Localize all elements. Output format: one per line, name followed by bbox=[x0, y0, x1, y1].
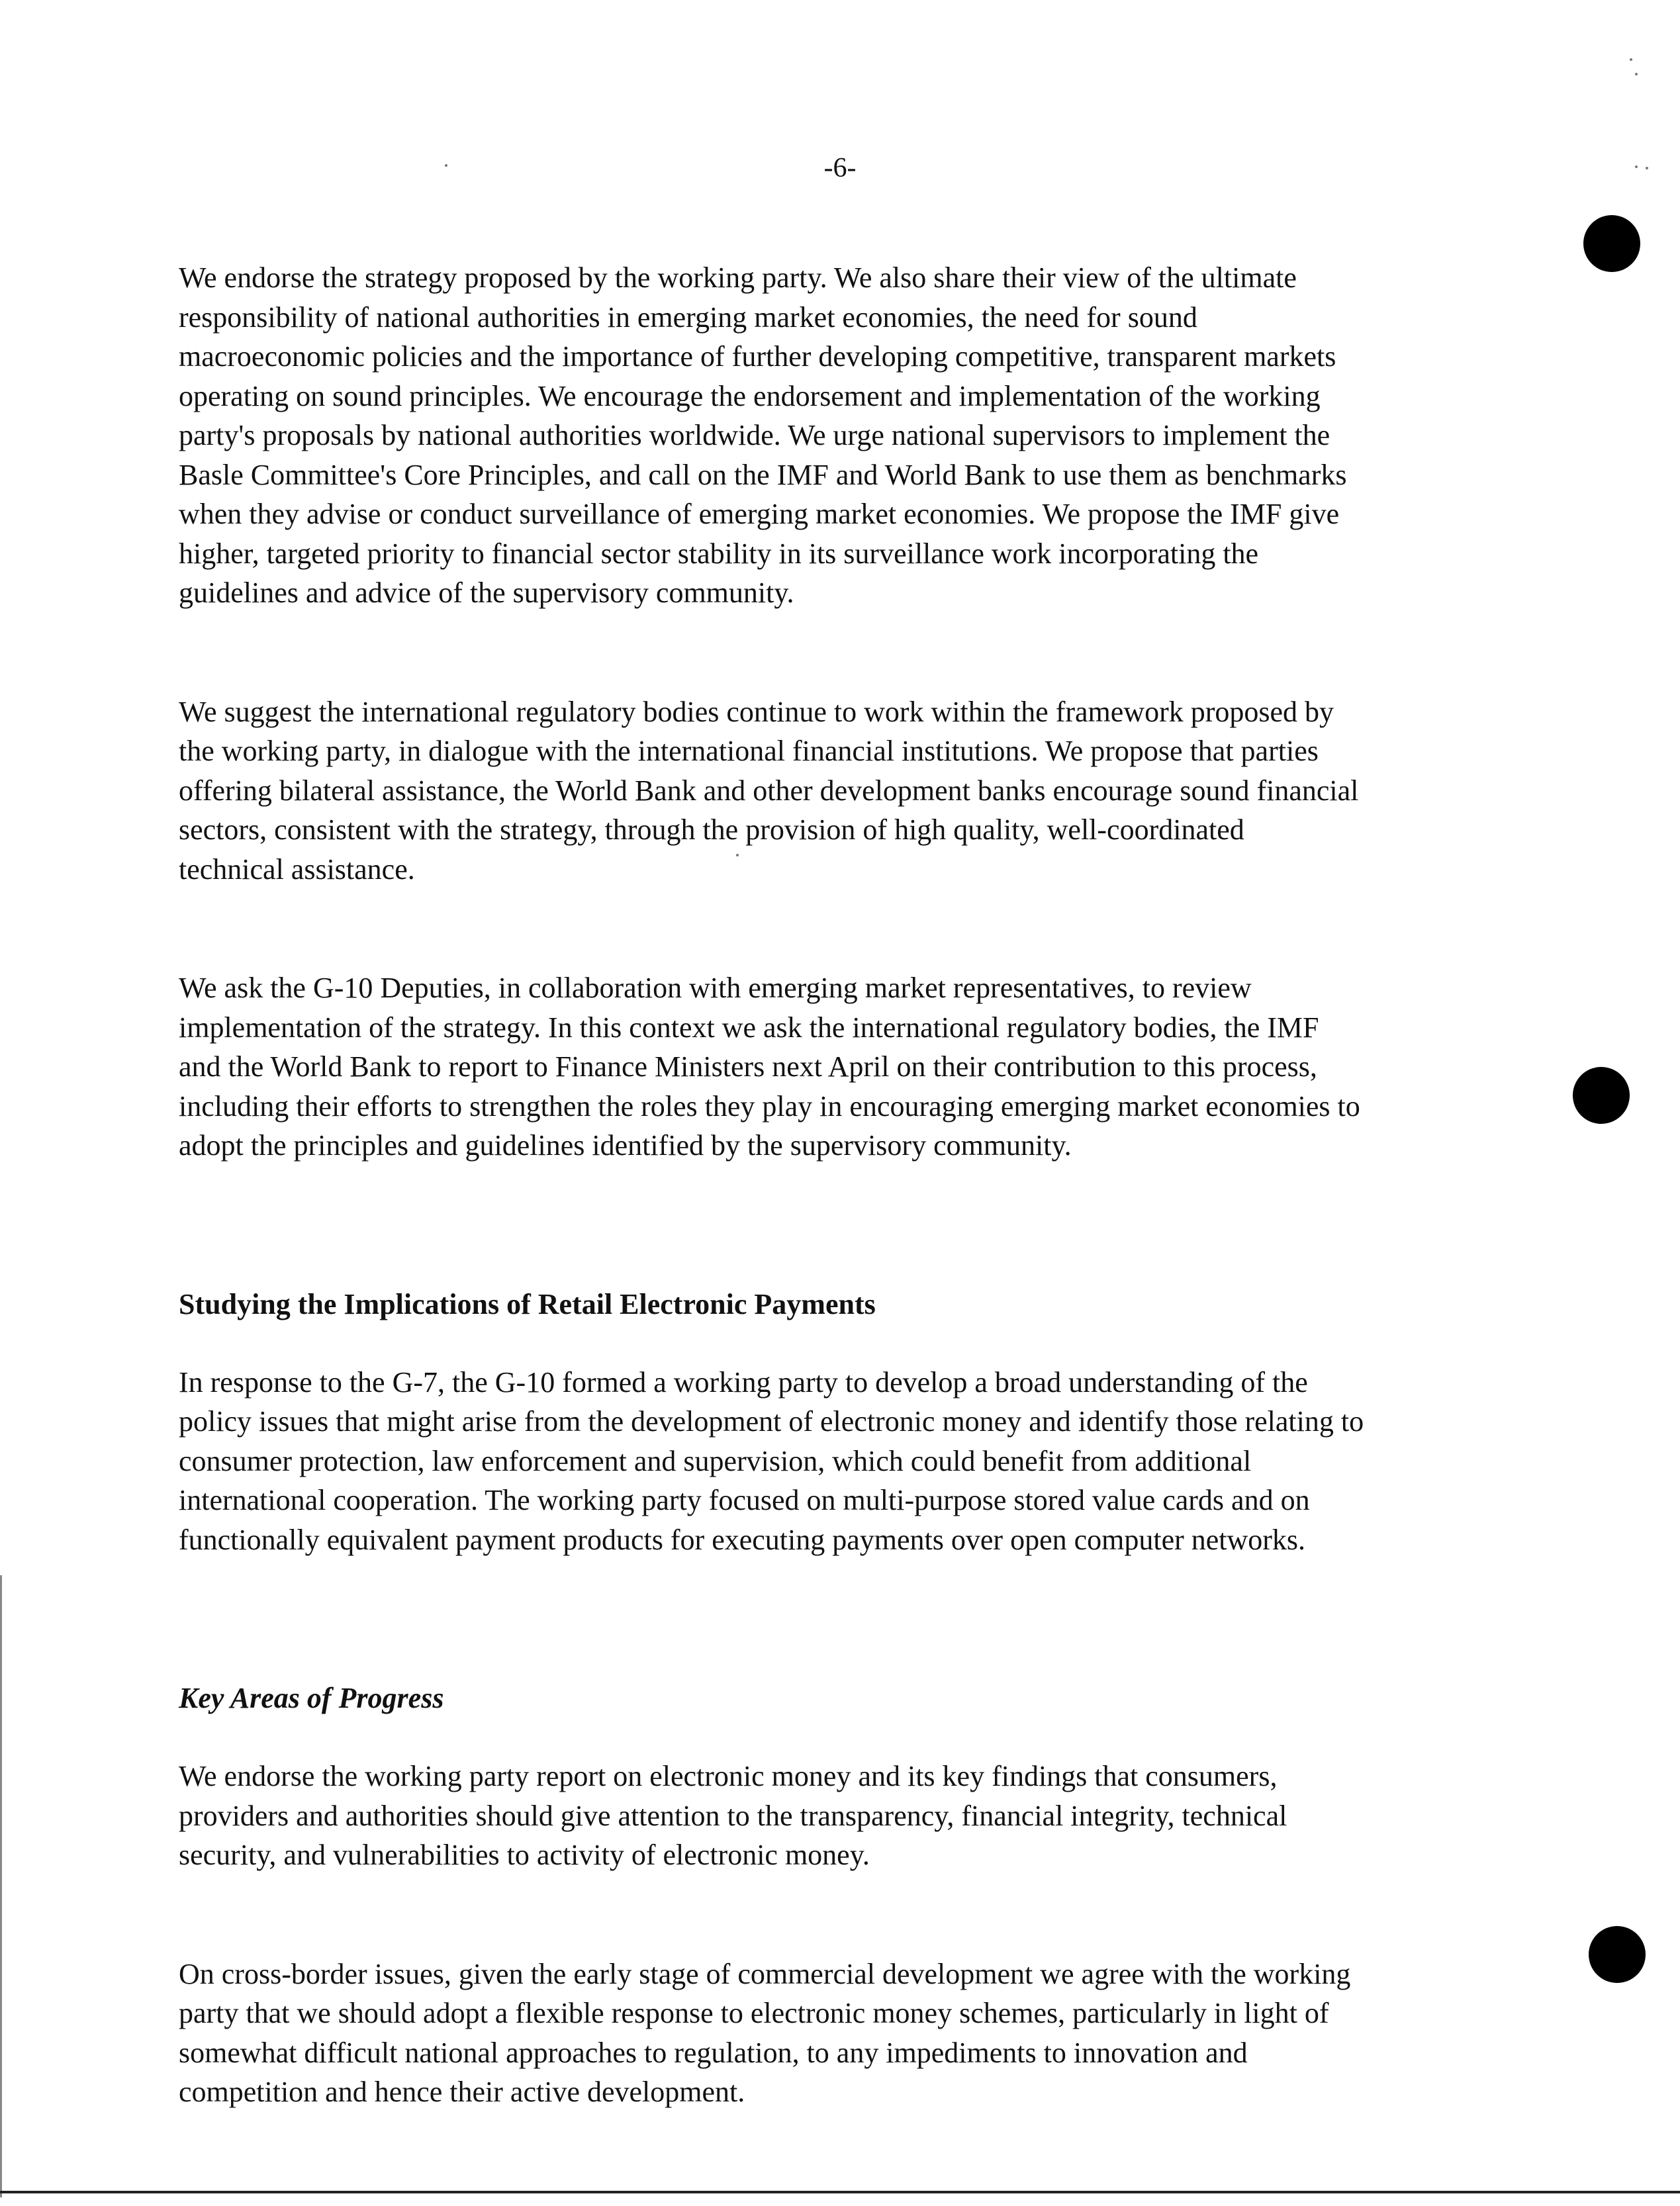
section-heading: Studying the Implications of Retail Electronic Payments bbox=[179, 1287, 876, 1320]
text-line: In response to the G-7, the G-10 formed a working party to develop a broad understanding of the bbox=[179, 1365, 1308, 1399]
text-line: the working party, in dialogue with the international financial institutions. We propose that parties bbox=[179, 735, 1319, 767]
text-line: somewhat difficult national approaches to regulation, to any impediments to innovation and bbox=[179, 2036, 1248, 2069]
text-line: policy issues that might arise from the development of electronic money and identify those relating to bbox=[179, 1405, 1364, 1438]
punch-hole-mark bbox=[1573, 1067, 1630, 1124]
page-number: -6- bbox=[823, 153, 857, 183]
text-line: We endorse the working party report on electronic money and its key findings that consumers, bbox=[179, 1760, 1278, 1792]
paragraph-regulatory-bodies bbox=[179, 692, 1529, 890]
punch-hole-mark bbox=[1589, 1926, 1646, 1983]
text-line: implementation of the strategy. In this context we ask the international regulatory bodies, the IMF bbox=[179, 1011, 1319, 1044]
scan-speck bbox=[1646, 167, 1648, 169]
text-line: responsibility of national authorities in emerging market economies, the need for sound bbox=[179, 300, 1197, 334]
scan-speck bbox=[1630, 58, 1632, 61]
paragraph-g10-deputies bbox=[179, 968, 1529, 1166]
text-line: functionally equivalent payment products for executing payments over open computer networks. bbox=[179, 1523, 1306, 1556]
text-line: party that we should adopt a flexible response to electronic money schemes, particularly in light of bbox=[179, 1997, 1329, 2029]
scan-edge-mark bbox=[0, 1575, 2, 2197]
text-line: international cooperation. The working party focused on multi-purpose stored value cards and on bbox=[179, 1484, 1310, 1516]
text-line: adopt the principles and guidelines identified by the supervisory community. bbox=[179, 1129, 1072, 1162]
subsection-heading: Key Areas of Progress bbox=[179, 1682, 444, 1714]
text-line: competition and hence their active development. bbox=[179, 2076, 745, 2108]
text-line: We suggest the international regulatory bodies continue to work within the framework proposed by bbox=[179, 695, 1334, 728]
text-line: On cross-border issues, given the early stage of commercial development we agree with the working bbox=[179, 1957, 1351, 1990]
text-line: We endorse the strategy proposed by the working party. We also share their view of the ultimate bbox=[179, 261, 1297, 294]
paragraph-cross-border bbox=[179, 1954, 1529, 2112]
text-line: technical assistance. bbox=[179, 852, 415, 886]
document-body bbox=[179, 258, 1529, 2112]
text-line: including their efforts to strengthen the roles they play in encouraging emerging market economies to bbox=[179, 1089, 1360, 1123]
text-line: Basle Committee's Core Principles, and call on the IMF and World Bank to use them as benchmarks bbox=[179, 458, 1347, 491]
text-line: operating on sound principles. We encourage the endorsement and implementation of the working bbox=[179, 379, 1321, 412]
paragraph-strategy-endorsement bbox=[179, 258, 1529, 613]
text-line: when they advise or conduct surveillance of emerging market economies. We propose the IMF give bbox=[179, 498, 1340, 530]
scan-speck bbox=[1635, 73, 1638, 75]
scan-speck bbox=[445, 164, 447, 167]
text-line: guidelines and advice of the supervisory community. bbox=[179, 576, 794, 609]
paragraph-key-findings bbox=[179, 1757, 1529, 1875]
scan-speck bbox=[1635, 165, 1638, 168]
text-line: party's proposals by national authorities worldwide. We urge national supervisors to implement the bbox=[179, 419, 1330, 451]
text-line: higher, targeted priority to financial sector stability in its surveillance work incorporating the bbox=[179, 537, 1259, 570]
text-line: macroeconomic policies and the importance of further developing competitive, transparent markets bbox=[179, 340, 1336, 373]
text-line: and the World Bank to report to Finance Ministers next April on their contribution to this process, bbox=[179, 1050, 1317, 1083]
text-line: We ask the G-10 Deputies, in collaboration with emerging market representatives, to review bbox=[179, 972, 1252, 1004]
text-line: sectors, consistent with the strategy, through the provision of high quality, well-coordinated bbox=[179, 813, 1244, 846]
text-line: offering bilateral assistance, the World Bank and other development banks encourage sound financial bbox=[179, 774, 1359, 807]
paragraph-electronic-money bbox=[179, 1363, 1529, 1560]
scan-speck bbox=[736, 854, 739, 856]
text-line: providers and authorities should give attention to the transparency, financial integrity, technical bbox=[179, 1799, 1287, 1832]
text-line: consumer protection, law enforcement and supervision, which could benefit from additional bbox=[179, 1444, 1252, 1477]
text-line: security, and vulnerabilities to activity of electronic money. bbox=[179, 1839, 870, 1871]
punch-hole-mark bbox=[1583, 215, 1640, 272]
scan-bottom-edge bbox=[0, 2191, 1680, 2193]
